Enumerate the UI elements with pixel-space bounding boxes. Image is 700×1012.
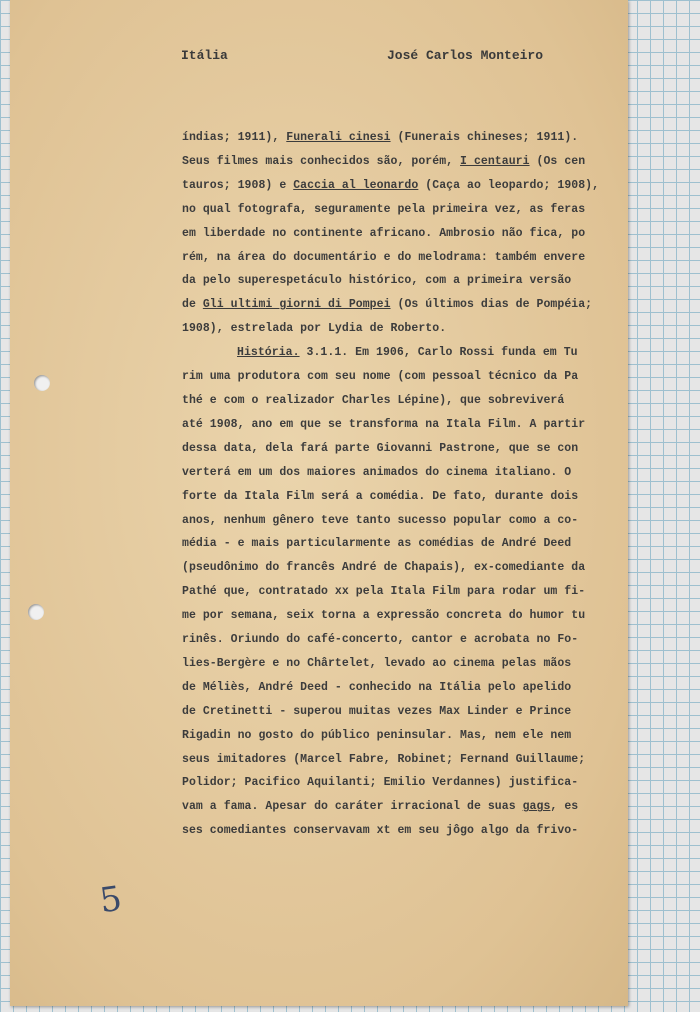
text-segment: índias; 1911),: [182, 131, 287, 144]
text-segment: rém, na área do documentário e do melodrama: também envere: [182, 250, 586, 264]
underlined-title: gags: [522, 800, 551, 814]
text-line: [182, 771, 622, 795]
text-segment: da pelo superespetáculo histórico, com a primeira versão: [182, 274, 572, 288]
text-segment: tauros; 1908) e: [182, 178, 294, 192]
text-segment: média - e mais particularmente as comédias de André Deed: [182, 537, 572, 551]
text-line: [182, 437, 622, 461]
text-line: [182, 628, 622, 652]
text-segment: Pathé que, contratado xx pela Itala Film para rodar um fi-: [182, 585, 586, 599]
text-line: [182, 461, 622, 485]
text-line: [182, 795, 622, 819]
text-segment: rim uma produtora com seu nome (com pessoal técnico da Pa: [182, 370, 579, 384]
text-line: [182, 174, 622, 198]
underlined-title: Funerali cinesi: [286, 131, 391, 144]
text-line: [182, 222, 622, 246]
text-line: [182, 748, 622, 772]
text-line: [182, 126, 622, 150]
text-line: [182, 819, 622, 843]
text-segment: (Caça ao leopardo; 1908),: [418, 178, 600, 192]
text-segment: , es: [550, 800, 579, 814]
underlined-title: História.: [237, 346, 300, 360]
text-segment: verterá em um dos maiores animados do cinema italiano. O: [182, 465, 572, 479]
text-segment: no qual fotografa, seguramente pela primeira vez, as feras: [182, 202, 586, 216]
text-segment: (Funerais chineses; 1911).: [390, 131, 579, 144]
text-segment: até 1908, ano em que se transforma na Itala Film. A partir: [182, 417, 586, 431]
text-line: [182, 150, 622, 174]
text-line: [182, 341, 622, 365]
text-line: [182, 700, 622, 724]
text-line: [182, 724, 622, 748]
text-line: [182, 413, 622, 437]
underlined-title: Gli ultimi giorni di Pompei: [202, 298, 391, 312]
text-segment: seus imitadores (Marcel Fabre, Robinet; Fernand Guillaume;: [182, 752, 586, 766]
body-text: [182, 126, 622, 843]
underlined-title: I centauri: [460, 154, 530, 168]
text-segment: (Os últimos dias de Pompéia;: [390, 298, 593, 312]
text-segment: de Cretinetti - superou muitas vezes Max Linder e Prince: [182, 704, 572, 718]
header-left: Itália: [181, 48, 228, 63]
text-segment: em liberdade no continente africano. Ambrosio não fica, po: [182, 226, 586, 240]
underlined-title: Caccia al leonardo: [293, 178, 419, 192]
text-segment: forte da Itala Film será a comédia. De fato, durante dois: [182, 489, 579, 503]
binder-hole-top: [34, 375, 50, 391]
text-line: [182, 246, 622, 270]
text-line: [182, 652, 622, 676]
text-line: [182, 269, 622, 293]
text-line: [182, 365, 622, 389]
text-segment: thé e com o realizador Charles Lépine), que sobreviverá: [182, 393, 565, 407]
text-segment: (pseudônimo do francês André de Chapais), ex-comediante da: [182, 561, 586, 575]
binder-hole-bottom: [28, 604, 44, 620]
text-segment: (Os cen: [529, 154, 586, 168]
text-segment: lies-Bergère e no Chârtelet, levado ao cinema pelas mãos: [182, 656, 572, 670]
text-line: [182, 604, 622, 628]
text-line: [182, 389, 622, 413]
text-segment: de Méliès, André Deed - conhecido na Itália pelo apelido: [182, 680, 572, 694]
text-line: [182, 580, 622, 604]
header-right: José Carlos Monteiro: [387, 48, 544, 63]
text-line: [182, 556, 622, 580]
text-line: [182, 676, 622, 700]
text-segment: me por semana, seix torna a expressão concreta do humor tu: [182, 609, 586, 623]
text-line: [182, 317, 622, 341]
text-segment: dessa data, dela fará parte Giovanni Pastrone, que se con: [182, 441, 579, 455]
text-line: [182, 293, 622, 317]
handwritten-page-number: 5: [97, 878, 125, 922]
text-segment: ses comediantes conservavam xt em seu jôgo algo da frivo-: [182, 824, 579, 838]
text-segment: Polidor; Pacifico Aquilanti; Emilio Verdannes) justifica-: [182, 776, 579, 790]
text-line: [182, 485, 622, 509]
text-segment: Seus filmes mais conhecidos são, porém,: [182, 154, 461, 168]
text-segment: rinês. Oriundo do café-concerto, cantor e acrobata no Fo-: [182, 633, 579, 647]
text-segment: vam a fama. Apesar do caráter irracional de suas: [182, 800, 523, 814]
text-segment: 3.1.1. Em 1906, Carlo Rossi funda em Tu: [299, 346, 578, 360]
text-line: [182, 198, 622, 222]
text-line: [182, 509, 622, 533]
text-segment: 1908), estrelada por Lydia de Roberto.: [182, 322, 447, 336]
text-segment: anos, nenhum gênero teve tanto sucesso popular como a co-: [182, 513, 579, 527]
typewritten-page: [10, 0, 628, 1006]
text-line: [182, 532, 622, 556]
text-segment: Rigadin no gosto do público peninsular. Mas, nem ele nem: [182, 728, 572, 742]
text-segment: de: [182, 298, 203, 312]
